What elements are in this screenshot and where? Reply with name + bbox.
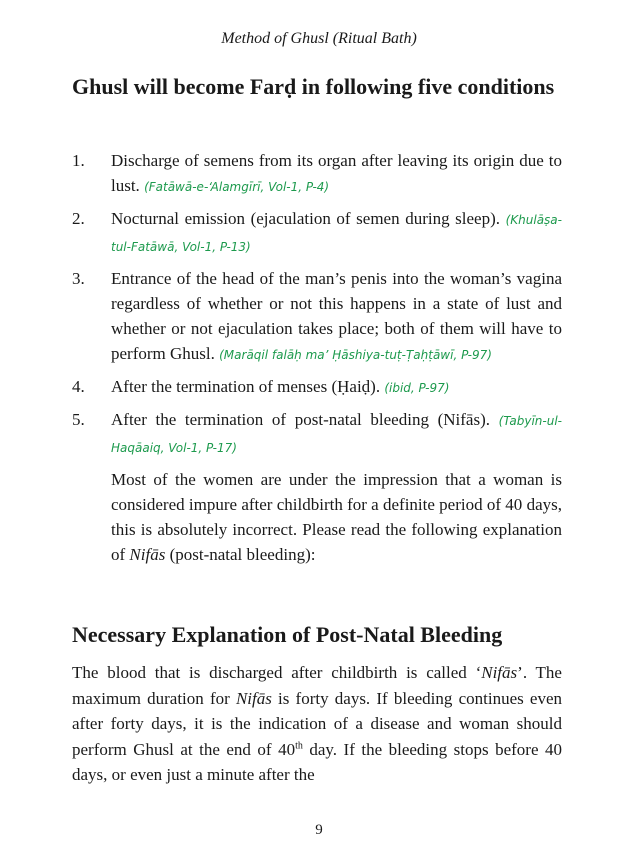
list-item: [72, 148, 562, 200]
list-item-text: After the termination of menses (Ḥaiḍ).: [111, 377, 385, 396]
list-item-text: Discharge of semens from its organ after leaving its origin due to lust.: [111, 151, 562, 195]
list-item: [72, 374, 562, 401]
paragraph-text: The blood that is discharged after childbirth is called ‘: [72, 663, 482, 682]
nifas-paragraph: [72, 660, 562, 788]
ordinal-superscript: th: [295, 739, 303, 751]
paragraph-term: Nifās: [235, 688, 272, 708]
reference-citation: (Fatāwā-e-‘Alamgīrī, Vol-1, P-4): [144, 180, 330, 194]
list-item: [72, 206, 562, 260]
list-item: [72, 266, 562, 368]
paragraph-term: Nifās: [481, 663, 518, 682]
list-item-number: 5.: [72, 410, 85, 429]
list-item-text: Entrance of the head of the man’s penis into the woman’s vagina regardless of whether or not this happens in a state of lust and whether or not ejaculation takes place; both of them will have to perform Ghusl.: [111, 269, 562, 363]
list-item-number: 2.: [72, 209, 85, 228]
reference-citation: (Khulāṣa-tul-Fatāwā, Vol-1, P-13): [111, 213, 562, 254]
note-text-end: (post-natal bleeding):: [165, 545, 316, 564]
list-item-text: After the termination of post-natal bleeding (Nifās).: [111, 410, 499, 429]
paragraph-text: is forty days. If bleeding continues even after forty days, it is the indication of a disease and woman should perform Ghusl at the end of 40: [72, 688, 562, 759]
section-heading-fard-conditions: Ghusl will become Farḍ in following five conditions: [72, 74, 555, 99]
impression-note: [72, 467, 562, 567]
paragraph-text: day. If the bleeding stops before 40 days, or even just a minute after the: [72, 739, 562, 784]
running-head: Method of Ghusl (Ritual Bath): [221, 30, 417, 47]
list-item: [72, 407, 562, 461]
section-heading-post-natal-bleeding: Necessary Explanation of Post-Natal Bleeding: [72, 622, 503, 647]
list-item-number: 3.: [72, 269, 85, 288]
list-item-text: Nocturnal emission (ejaculation of semen during sleep).: [111, 209, 506, 228]
page-number: 9: [315, 822, 323, 838]
conditions-list: [72, 148, 562, 567]
note-text: Most of the women are under the impression that a woman is considered impure after childbirth for a definite period of 40 days, this is absolutely incorrect. Please read the following explanation of: [111, 470, 562, 564]
reference-citation: (Marāqil falāḥ ma’ Ḥāshiya-tuṭ-Ṭaḥṭāwī, P-97): [219, 348, 492, 362]
list-item-number: 4.: [72, 377, 85, 396]
list-item-number: 1.: [72, 151, 85, 170]
reference-citation: (Tabyīn-ul-Haqāaiq, Vol-1, P-17): [111, 414, 562, 455]
note-term: Nifās: [129, 545, 166, 564]
paragraph-text: ’. The maximum duration for: [72, 663, 562, 708]
reference-citation: (ibid, P-97): [384, 381, 450, 395]
